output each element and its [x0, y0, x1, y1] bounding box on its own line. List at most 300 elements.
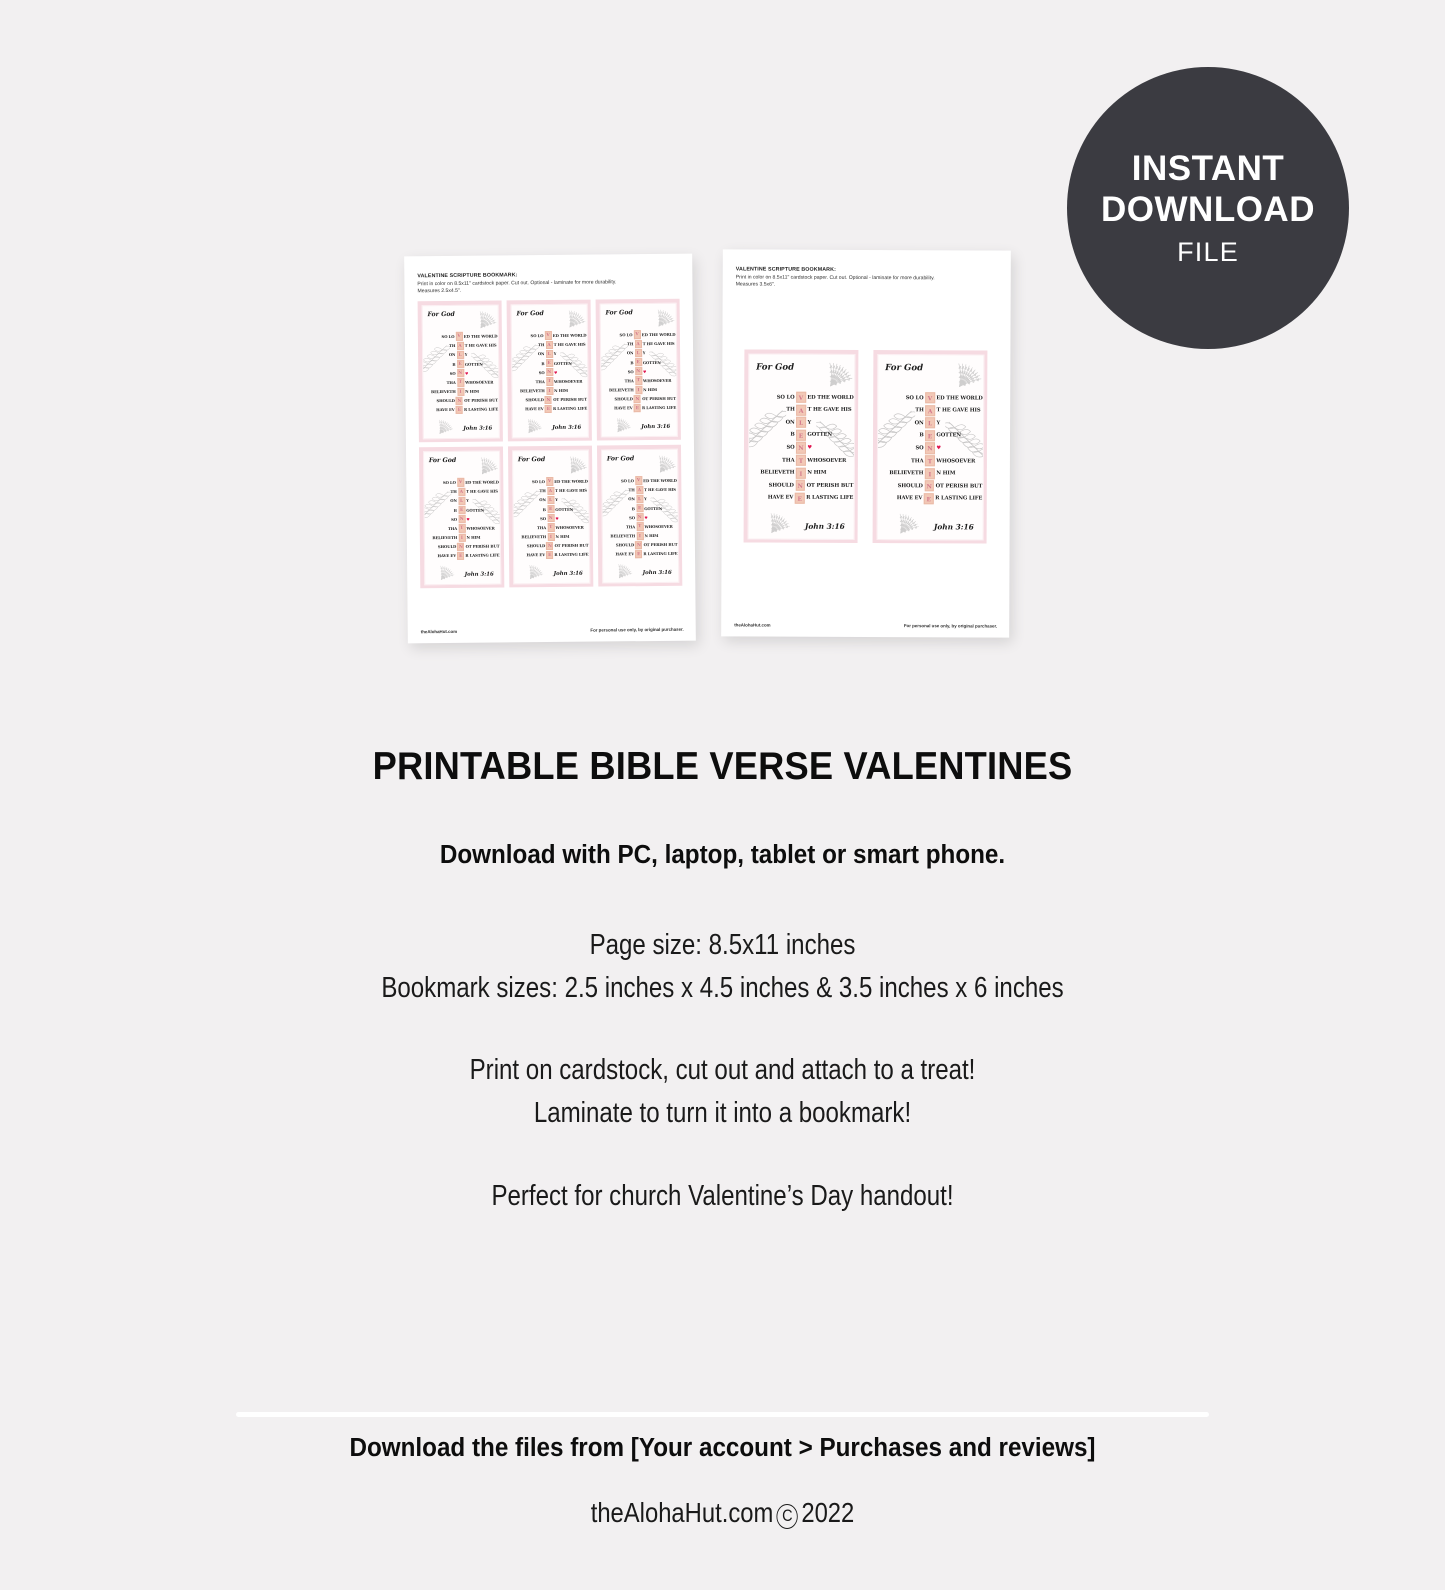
bookmark-card	[873, 350, 988, 543]
verse-text-right: GOTTEN	[553, 360, 572, 366]
heart-icon: ♥	[642, 368, 647, 374]
bookmark-scripture-reference: John 3:16	[464, 571, 494, 579]
verse-text-left: SHOULD	[768, 482, 794, 489]
verse-text-left: HAVE EV	[525, 406, 544, 412]
verse-text-right: OT PERISH BUT	[935, 483, 983, 490]
verse-text-right: GOTTEN	[464, 361, 483, 367]
footer-copyright	[108, 1497, 1336, 1529]
verse-text-left: ON	[914, 419, 924, 427]
verse-text-left: THA	[782, 457, 795, 464]
acrostic-key-letter: V	[457, 478, 464, 486]
sheet-small-header-title: VALENTINE SCRIPTURE BOOKMARK:	[417, 272, 518, 280]
verse-text-left: BELIEVETH	[519, 388, 545, 394]
verse-text-left: ON	[626, 350, 634, 356]
bookmark-scripture-reference: John 3:16	[463, 425, 493, 433]
verse-row	[748, 479, 853, 492]
verse-text-right: T HE GAVE HIS	[644, 486, 676, 493]
verse-text-right: OT PERISH BUT	[806, 482, 854, 489]
verse-text-right: N HIM	[936, 470, 956, 477]
verse-text-left: SO	[538, 369, 545, 375]
heart-icon: ♥	[553, 369, 558, 375]
verse-text-right: Y	[466, 498, 469, 504]
verse-text-right	[806, 445, 854, 451]
footer-divider	[236, 1412, 1209, 1417]
acrostic-key-letter: I	[546, 386, 553, 394]
copyright-icon: C	[777, 1504, 798, 1529]
sheet-large-footer-right: For personal use only, by original purchaser.	[903, 623, 998, 629]
acrostic-key-letter: E	[636, 504, 643, 512]
bookmark-verse	[600, 330, 676, 413]
verse-text-left: BELIEVETH	[760, 469, 795, 476]
acrostic-key-letter: T	[796, 455, 806, 466]
footer-download-instructions: Download the files from [Your account > Purchases and reviews]	[349, 1434, 1096, 1462]
bookmark-title: For God	[516, 310, 544, 318]
acrostic-key-letter: A	[458, 487, 465, 495]
verse-text-right: N HIM	[554, 387, 569, 394]
verse-text-left: HAVE EV	[615, 551, 635, 557]
verse-text-left: ON	[628, 496, 635, 502]
verse-text-left: SO LO	[441, 333, 455, 340]
sprig-decoration-icon	[805, 354, 854, 389]
verse-text-right: Y	[464, 352, 468, 358]
verse-text-left: ON	[537, 351, 545, 357]
bookmark-inner	[421, 304, 499, 439]
heart-icon: ♥	[464, 370, 469, 376]
verse-text-right	[643, 515, 677, 520]
sprig-decoration-icon	[603, 413, 633, 434]
heart-icon: ♥	[466, 516, 470, 522]
verse-row	[512, 404, 587, 414]
bookmark-inner	[599, 302, 677, 437]
acrostic-key-letter: I	[636, 532, 643, 540]
acrostic-key-letter: A	[796, 404, 806, 415]
bookmark-inner	[747, 353, 855, 539]
verse-text-right	[464, 370, 498, 375]
verse-text-right: GOTTEN	[466, 507, 485, 513]
verse-row	[877, 480, 982, 493]
bookmark-scripture-reference: John 3:16	[642, 570, 672, 577]
verse-text-right: GOTTEN	[644, 505, 663, 511]
acrostic-key-letter: E	[795, 492, 805, 503]
verse-text-left: HAVE EV	[437, 553, 457, 559]
sheet-small-footer	[421, 627, 684, 635]
verse-text-left: HAVE EV	[896, 495, 923, 502]
verse-text-left: THA	[625, 524, 636, 530]
verse-text-left: TH	[539, 488, 546, 494]
acrostic-key-letter: T	[547, 523, 554, 531]
page-title: PRINTABLE BIBLE VERSE VALENTINES	[372, 745, 1073, 788]
verse-text-left: HAVE EV	[614, 405, 633, 411]
verse-text-right: GOTTEN	[555, 506, 574, 512]
acrostic-key-letter: N	[457, 369, 464, 377]
verse-row	[878, 417, 983, 430]
verse-text-right: N HIM	[555, 533, 570, 540]
verse-text-left: TH	[538, 342, 545, 348]
verse-text-left: BELIEVETH	[432, 535, 458, 541]
verse-row	[513, 550, 588, 560]
verse-text-right: GOTTEN	[807, 432, 833, 439]
verse-text-right: OT PERISH BUT	[643, 542, 678, 548]
acrostic-key-letter: L	[635, 349, 642, 357]
verse-text-right: Y	[644, 496, 647, 502]
sheet-large-header-title: VALENTINE SCRIPTURE BOOKMARK:	[735, 266, 836, 273]
verse-text-left: THA	[536, 524, 547, 531]
badge-line-file: FILE	[1177, 237, 1239, 268]
sprig-decoration-icon	[425, 415, 455, 436]
bookmark-inner	[876, 354, 984, 540]
footer-block	[0, 1434, 1445, 1529]
bookmark-card	[418, 300, 503, 442]
verse-text-left: TH	[915, 407, 924, 414]
verse-row	[877, 492, 982, 505]
verse-text-right: WHOSOEVER	[807, 457, 847, 464]
bookmark-card	[597, 445, 682, 587]
acrostic-key-letter: N	[546, 542, 553, 550]
verse-text-left: B	[542, 506, 546, 512]
verse-text-right: OT PERISH BUT	[465, 543, 500, 550]
sprig-decoration-icon	[641, 303, 677, 329]
heart-icon: ♥	[807, 444, 812, 451]
acrostic-key-letter: E	[545, 405, 552, 413]
verse-text-left: SO	[449, 370, 456, 376]
product-mockup-area	[0, 230, 1445, 660]
bookmark-verse	[748, 391, 853, 505]
sheet-large-bookmark-grid	[744, 349, 989, 543]
verse-text-left: SO	[540, 515, 547, 521]
verse-text-left: TH	[786, 406, 795, 413]
acrostic-key-letter: E	[547, 505, 554, 513]
verse-text-right: T HE GAVE HIS	[555, 487, 587, 494]
acrostic-key-letter: A	[456, 341, 463, 349]
bookmark-card	[596, 299, 681, 441]
bookmark-title: For God	[756, 362, 795, 373]
acrostic-key-letter: E	[546, 551, 553, 559]
verse-row	[749, 403, 854, 416]
acrostic-key-letter: E	[635, 550, 642, 558]
verse-text-left: HAVE EV	[767, 494, 794, 502]
verse-text-left: B	[453, 507, 457, 513]
bookmark-card	[744, 349, 859, 542]
sheet-small-header-line2: Print in color on 8.5x11" cardstock paper. Cut out. Optional - laminate for more durability.	[417, 279, 617, 287]
verse-text-right: WHOSOEVER	[643, 377, 672, 384]
verse-text-right: OT PERISH BUT	[553, 396, 588, 403]
acrostic-key-letter: E	[458, 506, 465, 514]
acrostic-key-letter: V	[635, 477, 642, 485]
sprig-decoration-icon	[879, 507, 921, 537]
acrostic-key-letter: V	[796, 392, 806, 403]
sprig-decoration-icon	[426, 561, 456, 582]
verse-text-right: R LASTING LIFE	[935, 495, 983, 502]
verse-text-right	[553, 369, 587, 374]
sprig-decoration-icon	[515, 560, 545, 581]
verse-text-right: T HE GAVE HIS	[553, 341, 586, 348]
sheet-large-footer-left: theAlohaHut.com	[734, 622, 771, 628]
acrostic-key-letter: E	[634, 404, 641, 412]
verse-text-right: OT PERISH BUT	[464, 397, 499, 404]
verse-text-left: BELIEVETH	[610, 533, 636, 539]
verse-text-right: WHOSOEVER	[465, 379, 494, 385]
verse-text-right: ED THE WORLD	[463, 333, 498, 339]
bookmark-verse	[422, 331, 498, 414]
verse-row	[748, 492, 853, 505]
acrostic-key-letter: N	[634, 395, 641, 403]
verse-text-left: SHOULD	[437, 544, 457, 550]
verse-text-left: SO	[451, 516, 458, 522]
detail-page-size: Page size: 8.5x11 inches	[589, 929, 856, 961]
acrostic-key-letter: N	[635, 367, 642, 375]
details-body	[123, 924, 1322, 1217]
bookmark-scripture-reference: John 3:16	[553, 570, 583, 578]
verse-text-right: T HE GAVE HIS	[466, 488, 498, 494]
verse-text-left: SHOULD	[525, 397, 544, 403]
verse-text-right: GOTTEN	[936, 432, 962, 439]
acrostic-key-letter: V	[546, 477, 553, 485]
heart-icon: ♥	[936, 445, 941, 452]
acrostic-key-letter: L	[925, 417, 935, 428]
verse-text-left: SHOULD	[526, 543, 546, 549]
acrostic-key-letter: L	[547, 496, 554, 504]
acrostic-key-letter: T	[925, 455, 935, 466]
verse-row	[878, 404, 983, 417]
sheet-small-header	[417, 271, 680, 296]
acrostic-key-letter: N	[546, 368, 553, 376]
acrostic-key-letter: T	[458, 524, 465, 532]
acrostic-key-letter: A	[547, 487, 554, 495]
bookmark-title: For God	[605, 309, 633, 317]
verse-row	[424, 551, 499, 561]
verse-text-right: N HIM	[465, 388, 480, 394]
verse-text-left: SHOULD	[436, 398, 455, 404]
bookmark-scripture-reference: John 3:16	[933, 522, 974, 532]
acrostic-key-letter: N	[795, 480, 805, 491]
detail-print-instruction: Print on cardstock, cut out and attach to a treat!	[469, 1054, 976, 1087]
footer-year: 2022	[801, 1497, 855, 1528]
sheet-large-header	[736, 266, 999, 290]
acrostic-key-letter: T	[546, 377, 553, 385]
bookmark-verse	[511, 331, 587, 414]
acrostic-key-letter: I	[635, 386, 642, 394]
verse-text-right: T HE GAVE HIS	[642, 340, 675, 347]
spacer	[123, 1135, 1322, 1175]
verse-text-right	[935, 445, 983, 451]
acrostic-key-letter: N	[457, 543, 464, 551]
bookmark-title: For God	[428, 457, 457, 465]
verse-text-right	[465, 516, 499, 521]
sprig-decoration-icon	[553, 450, 589, 476]
sheet-small-footer-right: For personal use only, by original purchaser.	[590, 626, 684, 633]
acrostic-key-letter: V	[456, 332, 463, 340]
acrostic-key-letter: I	[547, 532, 554, 540]
acrostic-key-letter: E	[457, 552, 464, 560]
verse-text-left: BELIEVETH	[889, 470, 924, 477]
acrostic-key-letter: L	[546, 350, 553, 358]
heart-icon: ♥	[644, 514, 648, 520]
verse-text-right: Y	[936, 420, 941, 427]
verse-row	[602, 549, 677, 559]
acrostic-key-letter: E	[457, 360, 464, 368]
sprig-decoration-icon	[750, 507, 792, 537]
acrostic-key-letter: N	[636, 513, 643, 521]
sheet-small-header-line3: Measures 2.5x4.5".	[417, 288, 462, 295]
verse-text-right: N HIM	[807, 469, 827, 476]
verse-row	[877, 467, 982, 480]
verse-text-left: BELIEVETH	[430, 389, 456, 395]
acrostic-key-letter: T	[457, 378, 464, 386]
acrostic-key-letter: A	[925, 405, 935, 416]
bookmark-title: For God	[885, 362, 924, 374]
bookmark-scripture-reference: John 3:16	[804, 521, 845, 532]
acrostic-key-letter: A	[636, 486, 643, 494]
verse-text-right: N HIM	[644, 533, 659, 539]
verse-text-left: B	[452, 361, 456, 367]
verse-text-left: ON	[450, 498, 457, 504]
acrostic-key-letter: L	[796, 417, 806, 428]
sprig-decoration-icon	[642, 449, 678, 475]
verse-text-left: THA	[446, 379, 456, 385]
verse-text-right: ED THE WORLD	[643, 477, 677, 484]
verse-row	[748, 466, 853, 479]
acrostic-key-letter: A	[634, 340, 641, 348]
acrostic-key-letter: L	[457, 351, 464, 359]
bookmark-card	[507, 300, 592, 442]
acrostic-key-letter: L	[458, 497, 465, 505]
verse-text-right: WHOSOEVER	[644, 523, 673, 530]
verse-text-left: B	[630, 359, 634, 365]
verse-text-right: R LASTING LIFE	[465, 552, 500, 559]
printable-sheet-large	[721, 249, 1011, 637]
verse-text-left: SO	[627, 368, 634, 374]
bookmark-inner	[510, 303, 588, 438]
verse-text-right: WHOSOEVER	[936, 457, 976, 465]
acrostic-key-letter: A	[545, 341, 552, 349]
sheet-large-header-line2: Print in color on 8.5x11" cardstock paper. Cut out. Optional - laminate for more durability.	[735, 274, 935, 281]
bookmark-card	[419, 446, 504, 588]
bookmark-inner	[423, 450, 501, 585]
bookmark-title: For God	[606, 455, 635, 463]
verse-text-right: WHOSOEVER	[554, 378, 583, 384]
detail-perfect-for: Perfect for church Valentine’s Day handout!	[491, 1179, 954, 1212]
bookmark-inner	[512, 449, 590, 584]
verse-text-left: BELIEVETH	[521, 534, 547, 540]
badge-line-instant: INSTANT	[1131, 148, 1285, 188]
bookmark-scripture-reference: John 3:16	[552, 424, 582, 432]
verse-text-left: SO LO	[442, 479, 456, 486]
acrostic-key-letter: V	[545, 331, 552, 339]
acrostic-key-letter: E	[925, 430, 935, 441]
verse-text-left: THA	[624, 378, 634, 384]
verse-text-left: B	[919, 432, 924, 439]
acrostic-key-letter: N	[458, 515, 465, 523]
verse-row	[749, 416, 854, 429]
verse-text-left: TH	[627, 341, 634, 347]
verse-text-right	[554, 515, 588, 520]
bookmark-inner	[601, 448, 679, 583]
verse-text-right: T HE GAVE HIS	[936, 407, 981, 414]
acrostic-key-letter: V	[925, 392, 935, 403]
verse-row	[749, 391, 854, 404]
verse-text-left: BELIEVETH	[608, 387, 634, 393]
bookmark-verse	[513, 477, 589, 560]
sheet-small-bookmark-grid	[418, 299, 683, 589]
acrostic-key-letter: T	[636, 522, 643, 530]
detail-bookmark-sizes: Bookmark sizes: 2.5 inches x 4.5 inches & 3.5 inches x 6 inches	[381, 971, 1064, 1004]
verse-text-right: OT PERISH BUT	[554, 542, 589, 549]
acrostic-key-letter: N	[925, 443, 935, 454]
detail-laminate-instruction: Laminate to turn it into a bookmark!	[533, 1096, 912, 1129]
sprig-decoration-icon	[464, 451, 500, 477]
verse-text-left: SO LO	[620, 478, 634, 484]
verse-text-left: B	[541, 360, 545, 366]
sprig-decoration-icon	[552, 304, 588, 330]
verse-row	[878, 429, 983, 442]
acrostic-key-letter: I	[457, 387, 464, 395]
verse-text-left: THA	[447, 525, 458, 531]
verse-text-left: TH	[450, 489, 457, 495]
verse-text-left: SO LO	[905, 394, 924, 401]
acrostic-key-letter: T	[635, 376, 642, 384]
sheet-large-footer	[734, 622, 997, 628]
verse-row	[748, 441, 853, 454]
acrostic-key-letter: N	[796, 442, 806, 453]
verse-text-left: SO LO	[619, 332, 633, 338]
verse-text-left: SO LO	[530, 333, 544, 339]
verse-row	[601, 403, 676, 413]
verse-text-right: ED THE WORLD	[936, 394, 983, 402]
footer-site-name: theAlohaHut.com	[590, 1497, 774, 1528]
acrostic-key-letter: V	[634, 331, 641, 339]
verse-text-left: SO	[915, 445, 924, 452]
verse-text-left: SO LO	[776, 394, 795, 401]
printable-sheet-small	[404, 254, 696, 644]
verse-text-right	[642, 369, 676, 374]
listing-copy-block	[0, 745, 1445, 1217]
bookmark-verse	[877, 391, 982, 505]
sheet-large-header-line3: Measures 3.5x6".	[735, 281, 776, 288]
verse-text-left: B	[631, 505, 635, 511]
verse-text-right: Y	[553, 351, 557, 357]
sheet-small-footer-left: theAlohaHut.com	[420, 628, 458, 635]
verse-text-right: T HE GAVE HIS	[464, 342, 497, 348]
verse-text-right: R LASTING LIFE	[806, 495, 854, 502]
verse-text-left: THA	[535, 378, 545, 385]
verse-text-right: N HIM	[466, 534, 481, 540]
verse-text-left: SHOULD	[897, 482, 923, 489]
acrostic-key-letter: L	[636, 495, 643, 503]
verse-text-right: ED THE WORLD	[554, 478, 588, 484]
verse-text-right: N HIM	[643, 387, 658, 393]
bookmark-scripture-reference: John 3:16	[641, 424, 671, 431]
acrostic-key-letter: N	[924, 480, 934, 491]
bookmark-title: For God	[427, 311, 455, 319]
verse-text-left: TH	[628, 487, 635, 493]
verse-text-right: ED THE WORLD	[552, 332, 587, 338]
verse-text-right: ED THE WORLD	[465, 479, 499, 485]
verse-text-right: R LASTING LIFE	[643, 551, 678, 557]
verse-text-right: ED THE WORLD	[641, 331, 676, 338]
acrostic-key-letter: I	[458, 533, 465, 541]
verse-text-left: TH	[449, 343, 456, 349]
bookmark-verse	[424, 477, 500, 560]
sprig-decoration-icon	[934, 355, 983, 390]
badge-line-download: DOWNLOAD	[1101, 190, 1315, 229]
verse-text-left: SHOULD	[615, 542, 635, 548]
acrostic-key-letter: E	[635, 358, 642, 366]
verse-text-left: ON	[448, 352, 456, 358]
acrostic-key-letter: I	[796, 467, 806, 478]
verse-text-left: THA	[911, 457, 924, 464]
acrostic-key-letter: N	[547, 514, 554, 522]
verse-row	[748, 454, 853, 467]
